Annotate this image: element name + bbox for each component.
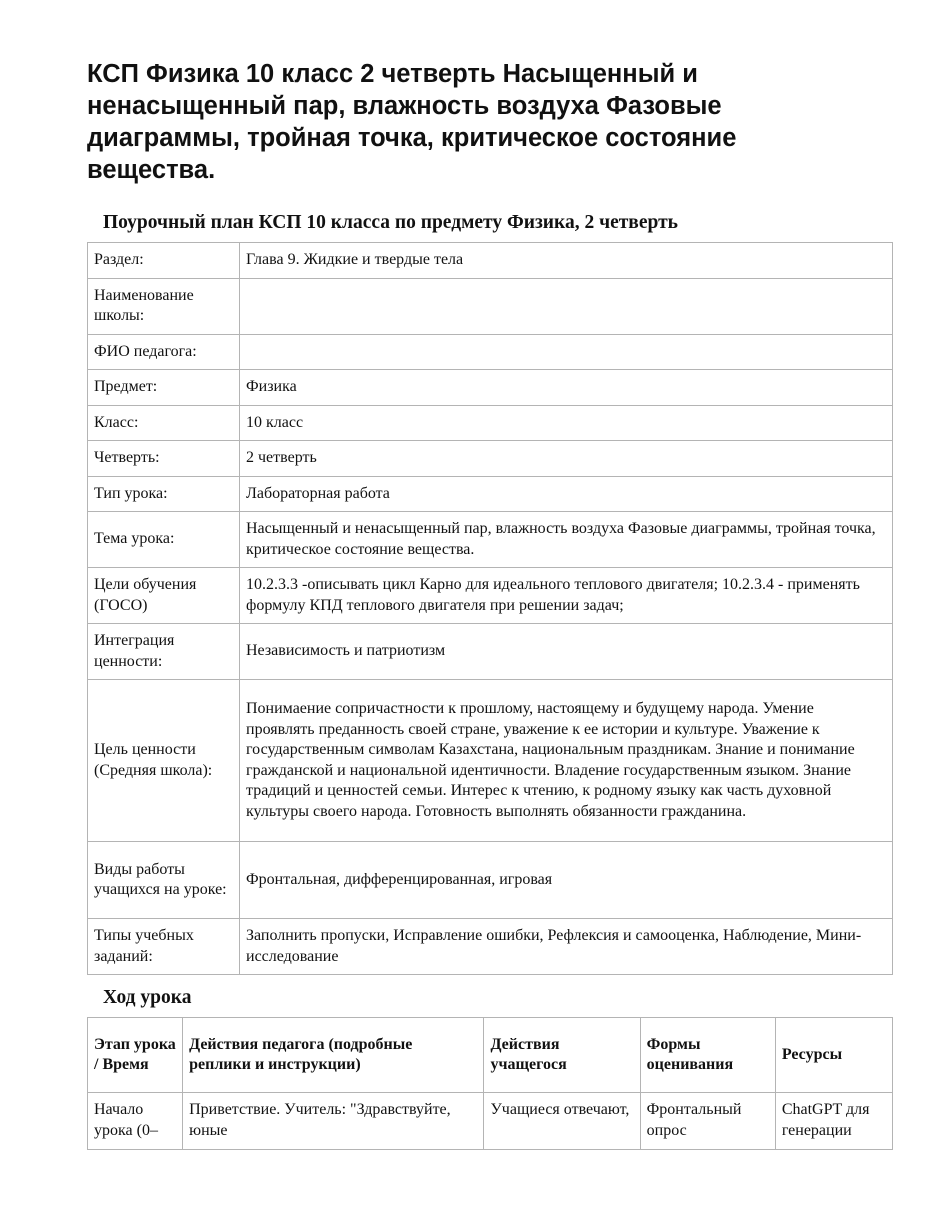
plan-info-table (87, 242, 893, 975)
table-row (88, 842, 893, 919)
cell-stage: Начало урока (0– (88, 1093, 183, 1150)
row-label: Цель ценности (Средняя школа): (88, 680, 240, 842)
row-value: Независимость и патриотизм (240, 624, 893, 680)
column-header-stage: Этап урока / Время (88, 1018, 183, 1093)
table-row (88, 334, 893, 370)
lesson-heading: Ход урока (103, 987, 192, 1008)
cell-resources: ChatGPT для генерации (775, 1093, 892, 1150)
row-value (240, 278, 893, 334)
row-value: Понимаение сопричастности к прошлому, настоящему и будущему народа. Умение проявлять преданность своей стране, уважение к ее истории и культуре. Уважение к государственным символам Казахстана, национальным праздникам. Знание и понимание гражданской и национальной идентичности. Владение государственным языком. Знание традиций и ценностей семьи. Интерес к чтению, к родному языку как часть духовной культуры своего народа. Готовность выполнять обязанности гражданина. (240, 680, 893, 842)
row-value: 2 четверть (240, 441, 893, 477)
row-label: Цели обучения (ГОСО) (88, 568, 240, 624)
row-label: Интеграция ценности: (88, 624, 240, 680)
column-header-teacher-actions: Действия педагога (подробные реплики и инструкции) (183, 1018, 484, 1093)
row-value (240, 334, 893, 370)
table-row (88, 919, 893, 975)
row-value: 10 класс (240, 405, 893, 441)
cell-student-actions: Учащиеся отвечают, (484, 1093, 640, 1150)
table-row (88, 476, 893, 512)
row-label: ФИО педагога: (88, 334, 240, 370)
row-label: Виды работы учащихся на уроке: (88, 842, 240, 919)
row-label: Предмет: (88, 370, 240, 406)
table-row (88, 512, 893, 568)
table-row (88, 243, 893, 279)
lesson-flow-table (87, 1017, 893, 1150)
cell-teacher-actions: Приветствие. Учитель: "Здравствуйте, юные (183, 1093, 484, 1150)
column-header-assessment: Формы оценивания (640, 1018, 775, 1093)
cell-assessment: Фронтальный опрос (640, 1093, 775, 1150)
row-label: Наименование школы: (88, 278, 240, 334)
row-value: Глава 9. Жидкие и твердые тела (240, 243, 893, 279)
row-label: Тема урока: (88, 512, 240, 568)
row-value: 10.2.3.3 -описывать цикл Карно для идеального теплового двигателя; 10.2.3.4 - применять формулу КПД теплового двигателя при решении задач; (240, 568, 893, 624)
table-row (88, 441, 893, 477)
table-row (88, 680, 893, 842)
row-label: Тип урока: (88, 476, 240, 512)
row-value: Физика (240, 370, 893, 406)
table-row (88, 405, 893, 441)
table-header-row (88, 1018, 893, 1093)
document-title: КСП Физика 10 класс 2 четверть Насыщенный и ненасыщенный пар, влажность воздуха Фазовые диаграммы, тройная точка, критическое состояние вещества. (87, 60, 737, 184)
table-row (88, 568, 893, 624)
table-row (88, 278, 893, 334)
table-row (88, 624, 893, 680)
column-header-resources: Ресурсы (775, 1018, 892, 1093)
row-value: Фронтальная, дифференцированная, игровая (240, 842, 893, 919)
row-label: Раздел: (88, 243, 240, 279)
plan-heading: Поурочный план КСП 10 класса по предмету Физика, 2 четверть (103, 212, 678, 233)
row-label: Четверть: (88, 441, 240, 477)
row-label: Класс: (88, 405, 240, 441)
table-row (88, 1093, 893, 1150)
column-header-student-actions: Действия учащегося (484, 1018, 640, 1093)
table-row (88, 370, 893, 406)
row-value: Заполнить пропуски, Исправление ошибки, Рефлексия и самооценка, Наблюдение, Мини-исследование (240, 919, 893, 975)
row-label: Типы учебных заданий: (88, 919, 240, 975)
row-value: Насыщенный и ненасыщенный пар, влажность воздуха Фазовые диаграммы, тройная точка, критическое состояние вещества. (240, 512, 893, 568)
row-value: Лабораторная работа (240, 476, 893, 512)
